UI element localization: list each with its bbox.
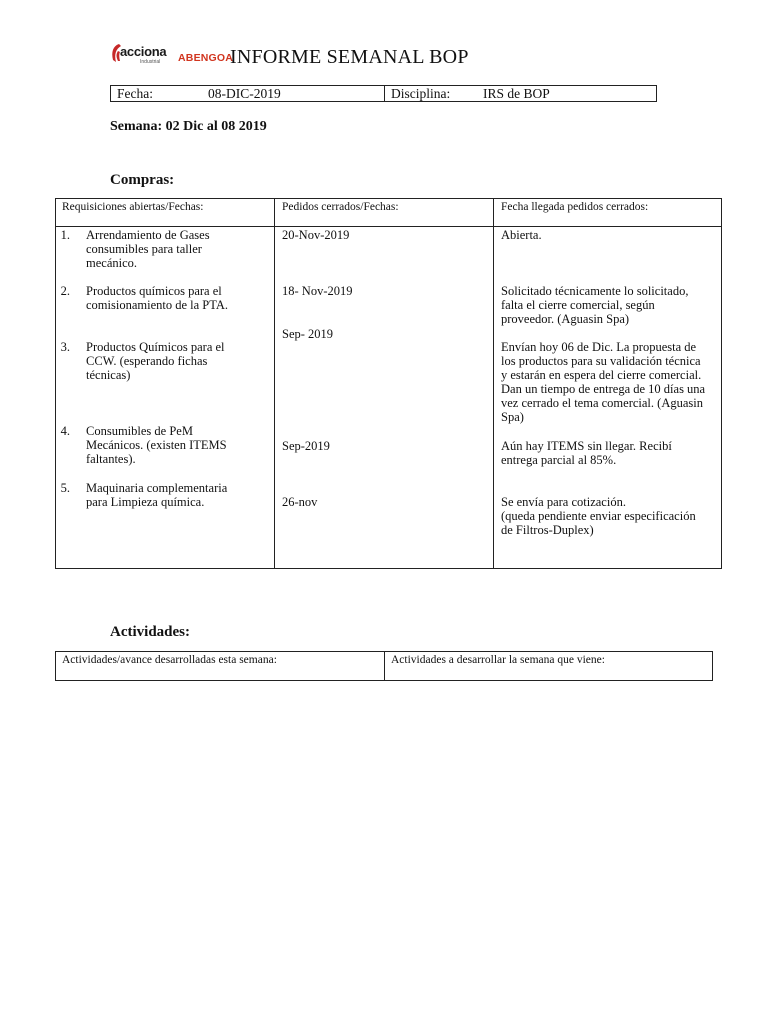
- requisicion-line: comisionamiento de la PTA.: [86, 298, 229, 312]
- fecha-llegada-entry: [501, 228, 721, 242]
- requisicion-item: [60, 424, 284, 466]
- document-title: INFORME SEMANAL BOP: [230, 46, 469, 68]
- fecha-llegada-line: (queda pendiente enviar especificación: [501, 509, 696, 523]
- item-number: 4.: [60, 424, 70, 438]
- fecha-llegada-line: Spa): [501, 410, 524, 424]
- fecha-llegada-entry: [501, 495, 721, 537]
- requisicion-line: mecánico.: [86, 256, 138, 270]
- requisicion-line: consumibles para taller: [86, 242, 202, 256]
- requisicion-item: [60, 228, 284, 270]
- header-row-divider: [56, 226, 721, 227]
- requisicion-line: Productos químicos para el: [86, 284, 222, 298]
- pedido-date: 18- Nov-2019: [282, 284, 353, 298]
- requisicion-item: [60, 481, 284, 509]
- requisicion-line: para Limpieza química.: [86, 495, 205, 509]
- fecha-llegada-line: Se envía para cotización.: [501, 495, 626, 509]
- acciona-logo: [110, 42, 172, 68]
- fecha-llegada-line: y estarán en espera del cierre comercial.: [501, 368, 702, 382]
- semana-heading: Semana: 02 Dic al 08 2019: [110, 119, 267, 134]
- requisicion-line: Mecánicos. (existen ITEMS: [86, 438, 227, 452]
- requisicion-line: técnicas): [86, 368, 131, 382]
- fecha-llegada-line: de Filtros-Duplex): [501, 523, 594, 537]
- acciona-logo-text: acciona: [120, 44, 167, 59]
- header-actividades-semana: Actividades/avance desarrolladas esta semana:: [62, 654, 277, 666]
- requisicion-line: Consumibles de PeM: [86, 424, 193, 438]
- requisicion-line: CCW. (esperando fichas: [86, 354, 208, 368]
- fecha-label: Fecha:: [117, 86, 153, 101]
- actividades-heading: Actividades:: [110, 624, 190, 640]
- header-actividades-proxima: Actividades a desarrollar la semana que viene:: [391, 654, 605, 666]
- pedido-date: 26-nov: [282, 495, 318, 509]
- fecha-value: 08-DIC-2019: [208, 86, 281, 101]
- info-table-divider: [384, 86, 385, 101]
- pedido-date: Sep- 2019: [282, 327, 334, 341]
- item-number: 3.: [60, 340, 70, 354]
- compras-table: [55, 198, 722, 569]
- fecha-llegada-line: proveedor. (Aguasin Spa): [501, 312, 630, 326]
- column-divider: [384, 652, 385, 680]
- fecha-llegada-entry: [501, 439, 721, 467]
- fecha-llegada-line: vez cerrado el tema comercial. (Aguasin: [501, 396, 703, 410]
- actividades-table: [55, 651, 713, 681]
- requisicion-line: Maquinaria complementaria: [86, 481, 228, 495]
- fecha-llegada-line: Aún hay ITEMS sin llegar. Recibí: [501, 439, 672, 453]
- fecha-llegada-line: Solicitado técnicamente lo solicitado,: [501, 284, 689, 298]
- item-number: 2.: [60, 284, 70, 298]
- requisicion-line: Arrendamiento de Gases: [86, 228, 210, 242]
- fecha-llegada-line: Envían hoy 06 de Dic. La propuesta de: [501, 340, 697, 354]
- header-fecha-llegada: Fecha llegada pedidos cerrados:: [501, 201, 649, 213]
- fecha-llegada-entry: [501, 284, 721, 326]
- abengoa-logo: ABENGOA: [178, 52, 234, 64]
- item-number: 1.: [60, 228, 70, 242]
- fecha-llegada-entry: [501, 340, 721, 424]
- fecha-llegada-line: entrega parcial al 85%.: [501, 453, 617, 467]
- requisicion-item: [60, 284, 284, 312]
- requisicion-line: Productos Químicos para el: [86, 340, 225, 354]
- header-requisiciones: Requisiciones abiertas/Fechas:: [62, 201, 204, 213]
- compras-heading: Compras:: [110, 172, 175, 188]
- pedido-date: Sep-2019: [282, 439, 330, 453]
- disciplina-label: Disciplina:: [391, 86, 451, 101]
- column-divider: [493, 199, 494, 568]
- acciona-logo-subtext: Industrial: [140, 59, 161, 65]
- header-pedidos: Pedidos cerrados/Fechas:: [282, 201, 399, 213]
- requisicion-line: faltantes).: [86, 452, 136, 466]
- fecha-llegada-line: los productos para su validación técnica: [501, 354, 701, 368]
- disciplina-value: IRS de BOP: [483, 86, 550, 101]
- fecha-llegada-line: falta el cierre comercial, según: [501, 298, 655, 312]
- info-table: [110, 85, 657, 102]
- item-number: 5.: [60, 481, 70, 495]
- fecha-llegada-line: Abierta.: [501, 228, 542, 242]
- pedido-date: 20-Nov-2019: [282, 228, 350, 242]
- fecha-llegada-line: Dan un tiempo de entrega de 10 días una: [501, 382, 706, 396]
- requisicion-item: [60, 340, 284, 382]
